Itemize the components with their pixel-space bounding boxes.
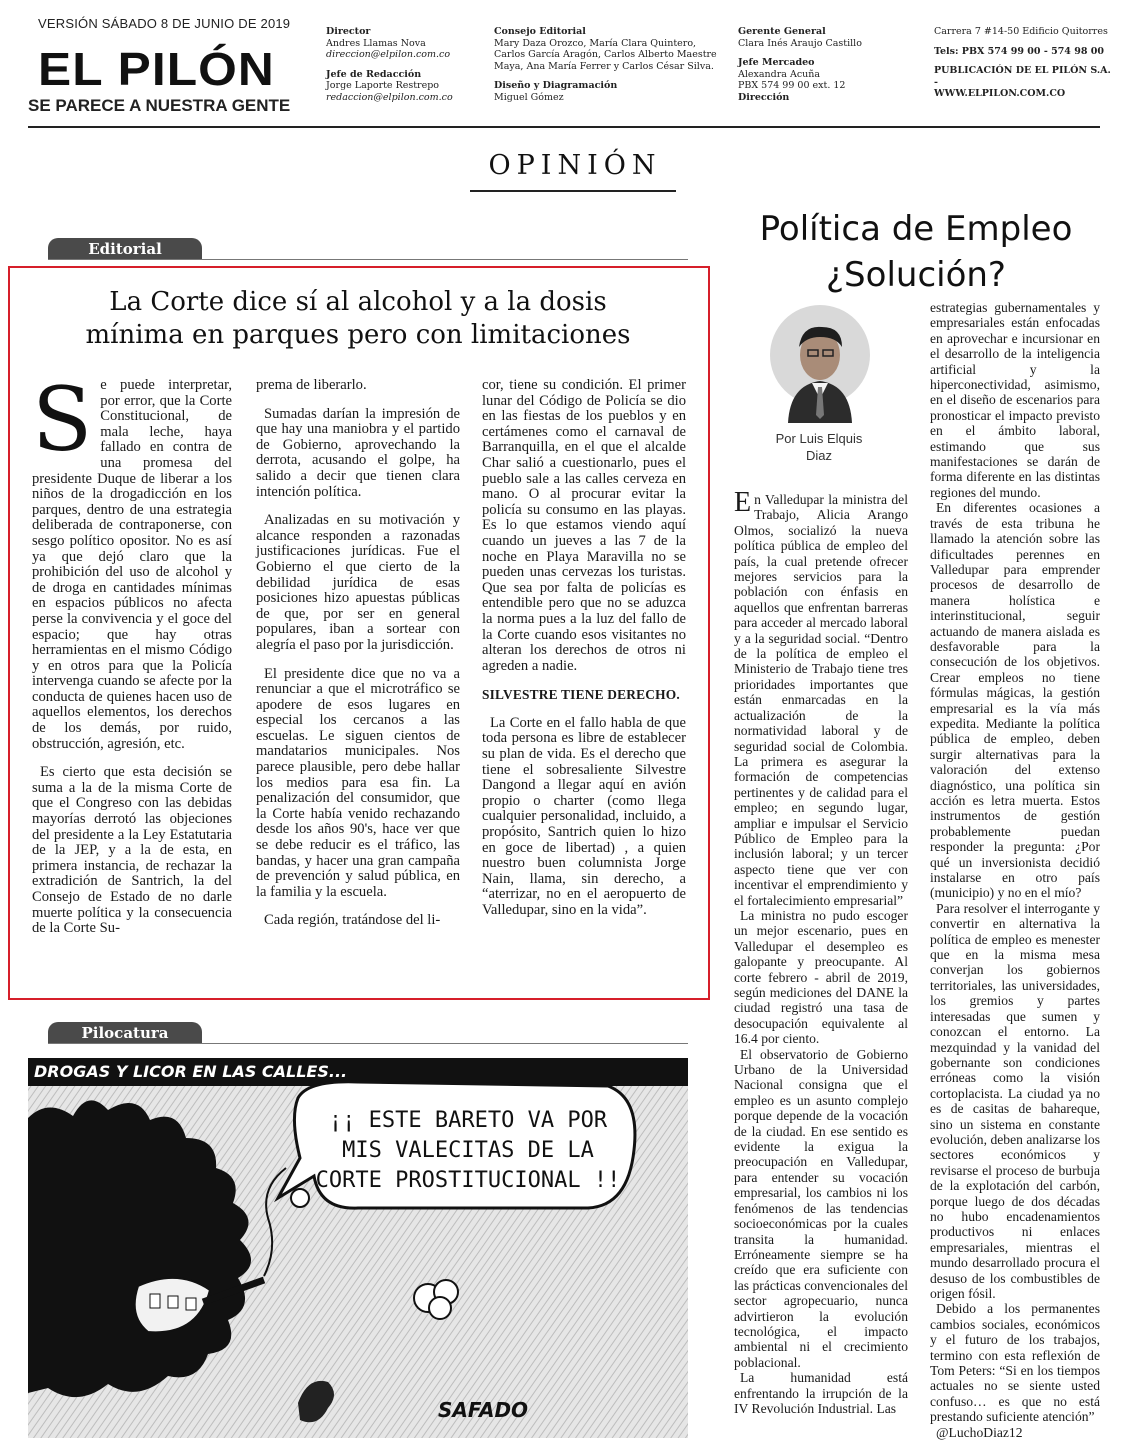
author-byline xyxy=(756,430,882,464)
masthead-divider xyxy=(28,126,1100,128)
paragraph: El presidente dice que no va a renunciar a que el microtráfico se apodere de esos lugares en especial los cercanos a las escuelas. Le siguen cientos de mandatarios municipales. Nos parece plausible, pero debe hallar los medios para esa fin. La penalización del consumidor, que la Corte había venido rechazando desde los años 90's, hace ver que se debe reducir es el tráfico, las bandas, y hacer una gran campaña de prevención y salud pública, en la familia y la escuela. xyxy=(256,665,460,900)
credit-label: Jefe de Redacción xyxy=(326,68,422,80)
paragraph-text: n Valledupar la ministra del Trabajo, Alicia Arango Olmos, socializó la nueva política pública de empleo del país, la cual pretende ofrecer mejores servicios para la población con énfasis en aquellos que enfrentan barreras para acceder al mercado laboral y a la seguridad social. “Dentro de la política de empleo el Ministerio de Trabajo tiene tres prioridades importantes que están enmarcadas en la actualización de la normatividad laboral y de seguridad social de Colombia. La primera es asegurar la formación de competencias pertinentes y de calidad para el empleo; en segundo lugar, ampliar e impulsar el Servicio Público de Empleo para la inclusión laboral; y un tercer aspecto tiene que ver con incentivar el emprendimiento y el fortalecimiento empresarial” xyxy=(734,492,908,908)
credit-label: Diseño y Diagramación xyxy=(494,80,618,91)
paragraph xyxy=(734,487,908,908)
cartoonist-signature: SAFADO xyxy=(438,1398,529,1422)
bubble-line: ¡¡ ESTE BARETO VA POR xyxy=(328,1108,608,1133)
credits-gerencia xyxy=(738,26,908,103)
credits-director xyxy=(326,26,486,103)
dropcap: S xyxy=(32,368,93,471)
headline-line: mínima en parques pero con limitaciones xyxy=(85,320,631,350)
author-portrait xyxy=(768,303,872,423)
paragraph: prema de liberarlo. xyxy=(256,377,367,393)
paragraph: Es cierto que esta decisión se suma a la de la misma Corte de que el Congreso con las debidas mayorías derrotó las objeciones del presidente a la Ley Estatutaria de la JEP, y a la de esta, en primera instancia, de rechazar la extradición de Santrich, la del Consejo de Estado de no darle muerte política y la consecuencia de la Corte Su- xyxy=(32,764,232,937)
editorial-tab[interactable]: Editorial xyxy=(48,238,202,260)
editorial-headline[interactable] xyxy=(30,286,686,352)
paragraph-text: e puede interpretar, por error, que la Corte Constitucional, de mala leche, haya fallado en contra de una promesa del presidente Duque de liberar a los niños de la drogadicción en los parques, dentro de una estrategia deliberada de contraponerse, con sesgo político opositor. No es así ya que dejó claro que la prohibición del uso de alcohol y de droga en cantidades mínimas en espacios públicos no afecta perse la convivencia y el goce del espacio; que hay otras herramientas en el mismo Código y en otros para que la Policía intervenga cuando se afecte por la conducta de quienes hacen uso de aquellos elementos, los derechos de los demás, por ruido, obstrucción, agresión, etc. xyxy=(32,377,232,752)
headline-line: Política de Empleo xyxy=(759,209,1073,249)
newspaper-logo[interactable]: EL PILÓN xyxy=(38,43,275,95)
phones: Tels: PBX 574 99 00 - 574 98 00 xyxy=(934,45,1104,57)
paragraph: cor, tiene su condición. El primer lunar del Código de Policía se dio en las fiestas de los pueblos y en certámenes como el carnaval de Barranquilla, en el que el alcalde Char salió a cuestionarlo, pues el pueblo sale a las calles cerveza en mano. O al procurar evitar la policía su consumo en las playas. Es lo que estamos viendo aquí cuando un jueves a las 7 de la noche en Playa Maravilla no se pueden unas cervezas los turistas. Que sea por falta de policías es entendible pero que no se aduzca la norma pues a la luz del fallo de la Corte cuando esos visitantes no alteran los derechos de otros ni agreden a nadie. xyxy=(482,377,686,674)
paragraph: Analizadas en su motivación y alcance responden a razonadas justificaciones jurídicas. Fue el Gobierno el que cierto de la debilidad jurídica de esas posiciones hizo apuestas públicas de que, por ser en general populares, iban a sortear con alegría el paso por la jurisdicción. xyxy=(256,512,460,653)
paragraph: Cada región, tratándose del li- xyxy=(264,912,441,929)
credit-name: Carlos García Aragón, Carlos Alberto Maestre xyxy=(494,49,717,60)
website-link[interactable]: WWW.ELPILON.COM.CO xyxy=(934,88,1066,99)
section-title: OPINIÓN xyxy=(488,150,662,181)
edition-date: VERSIÓN SÁBADO 8 DE JUNIO DE 2019 xyxy=(38,16,291,31)
credit-label: Consejo Editorial xyxy=(494,26,586,37)
paragraph: En diferentes ocasiones a través de esta tribuna he llamado la atención sobre las dificultades perennes en Valledupar para emprender procesos de desarrollo de manera holística e interinstitucional, seguir actuando de manera aislada es desfavorable para la consecución de los objetivos. Crear empleos no tiene fórmulas mágicas, la gestión empresarial es la vía más expedita. Mediante la política pública de empleo, deben surgir alternativas para la valoración del extenso diagnóstico, una política sin acción es letra muerta. Estos instrumentos de gestión probablemente puedan responder la pregunta: ¿Por qué un inversionista decidió instalarse en otro país (municipio) y no en el mío? xyxy=(930,500,1100,901)
paragraph: El observatorio de Gobierno Urbano de la Universidad Nacional consigna que el empleo es un asunto complejo porque depende de la vocación de la ciudad. En ese sentido es evidente la exigua la preocupación en Valledupar, para entender su vocación empresarial, los cambios ni los fenómenos de las tendencias socioeconómicas por la cuales transita la humanidad. Erróneamente siempre se ha creído que era suficiente con las prácticas convencionales del sector agropecuario, nunca advirtieron la evolución tecnológica, el impacto ambiental ni el crecimiento poblacional. xyxy=(734,1046,908,1370)
character-tooth xyxy=(168,1296,178,1308)
paragraph: Para resolver el interrogante y convertir en alternativa la política de empleo es menester que en la misma mesa converjan los gobiernos territoriales, las universidades, los gremios y partes interesadas que sumen y conozcan el entorno. La mezquindad y la vanidad del gobernante son condiciones erróneas como la visión cortoplacista. La ciudad ya no es de casitas de bahareque, sino un sistema en constante evolución, deben analizarse los sectores económicos y revisarse el proceso de burbuja de la explotación del carbón, porque luego de dos décadas no hubo encadenamientos productivos ni enlaces empresariales, mientras el mundo desarrollado procura el desuso de los combustibles de origen fósil. xyxy=(930,900,1100,1301)
editorial-column-3 xyxy=(482,378,686,932)
opinion-headline[interactable] xyxy=(726,206,1106,298)
editorial-cartoon xyxy=(28,1058,688,1438)
character-tooth xyxy=(186,1298,196,1310)
credit-name: Alexandra Acuña xyxy=(738,68,821,80)
author-photo xyxy=(768,303,872,423)
headline-line: ¿Solución? xyxy=(826,255,1006,295)
paragraph: La ministra no pudo escoger un mejor escenario, pues en Valledupar el desempleo es galopante y preocupante. Al corte febrero - abril de 2019, según mediciones del DANE la ciudad registró una tasa de desocupación equivalente al 16.4 por ciento. xyxy=(734,907,908,1047)
credit-name: Jorge Laporte Restrepo xyxy=(326,80,439,91)
tab-underline xyxy=(48,259,688,260)
publisher: PUBLICACIÓN DE EL PILÓN S.A. - xyxy=(934,65,1111,88)
credit-phone: PBX 574 99 00 ext. 12 xyxy=(738,80,846,91)
paragraph: La humanidad está enfrentando la irrupción de la IV Revolución Industrial. Las xyxy=(734,1370,908,1416)
credit-label: Gerente General xyxy=(738,26,826,37)
credit-label: Jefe Mercadeo xyxy=(738,57,815,68)
headline-line: La Corte dice sí al alcohol y a la dosis xyxy=(109,287,607,317)
credit-name: Maya, Ana María Ferrer y Carlos César Silva. xyxy=(494,60,714,72)
paragraph xyxy=(32,368,232,752)
speech-bubble-text xyxy=(308,1106,628,1196)
paragraph: La Corte en el fallo habla de que toda persona es libre de establecer su plan de vida. Es el derecho que tiene el sobresaliente Silvestre Dangond a llegar aquí en avión propio o charter (como llega cualquier personalidad, incluido, a propósito, Santrich quien lo hizo en goce de libertad) , a quien nuestro buen columnista Jorge Nain, llama, sin derecho, a “aterrizar, no en el aeropuerto de Valledupar, sino en la vida”. xyxy=(482,714,686,918)
tab-underline xyxy=(48,1043,688,1044)
editorial-column-1 xyxy=(32,368,232,950)
credit-name: Andres Llamas Nova xyxy=(326,37,426,49)
pilocatura-tab[interactable]: Pilocatura xyxy=(48,1022,202,1044)
credit-label: Dirección xyxy=(738,91,790,103)
section-rule xyxy=(470,190,676,192)
address: Carrera 7 #14-50 Edificio Quitorres xyxy=(934,26,1108,37)
paragraph: Sumadas darían la impresión de que hay una maniobra y el partido de Gobierno, aprovechando la derrota, acusando el golpe, ha salido a decir que tienen clara intención política. xyxy=(256,405,460,500)
byline-line: Por Luis Elquis xyxy=(775,431,863,446)
cartoon-banner-text: DROGAS Y LICOR EN LAS CALLES... xyxy=(34,1062,348,1081)
paragraph: Debido a los permanentes cambios sociales, económicos y el futuro de los trabajos, termino con esta reflexión de Tom Peters: “Si en los tiempos actuales no se siente usted confuso… es que no está prestando suficiente atención” xyxy=(930,1301,1100,1425)
credit-name: Mary Daza Orozco, María Clara Quintero, xyxy=(494,37,697,49)
smoke-puff xyxy=(291,1189,309,1207)
bubble-line: CORTE PROSTITUCIONAL !! xyxy=(315,1168,621,1193)
director-email-link[interactable]: direccion@elpilon.com.co xyxy=(326,49,451,60)
dropcap: E xyxy=(734,487,752,518)
paragraph: estrategias gubernamentales y empresariales están enfocadas en aprovechar e incursionar en el desarrollo de la inteligencia artificial y la hiperconectividad, asimismo, en el diseño de escenarios para pronosticar el impacto previsto en el ámbito laboral, estimando que sus manifestaciones se darán de forma diferente en las distintas regiones del mundo. xyxy=(930,300,1100,500)
subheading: SILVESTRE TIENE DERECHO. xyxy=(482,687,680,703)
byline-line: Diaz xyxy=(805,448,832,463)
credit-label: Director xyxy=(326,26,371,37)
character-tooth xyxy=(150,1294,160,1308)
bubble-line: MIS VALECITAS DE LA xyxy=(342,1138,594,1163)
smoke-puff xyxy=(429,1297,451,1319)
newspaper-slogan: SE PARECE A NUESTRA GENTE xyxy=(28,96,291,115)
credit-name: Miguel Gómez xyxy=(494,91,564,103)
redaccion-email-link[interactable]: redaccion@elpilon.com.co xyxy=(326,91,453,103)
credits-contact xyxy=(934,26,1114,100)
editorial-column-2 xyxy=(256,378,460,942)
opinion-column-1 xyxy=(734,487,908,1416)
credit-name: Clara Inés Araujo Castillo xyxy=(738,37,862,49)
author-twitter-handle[interactable]: @LuchoDiaz12 xyxy=(936,1424,1023,1440)
credits-consejo xyxy=(494,26,724,103)
opinion-column-2 xyxy=(930,300,1100,1440)
